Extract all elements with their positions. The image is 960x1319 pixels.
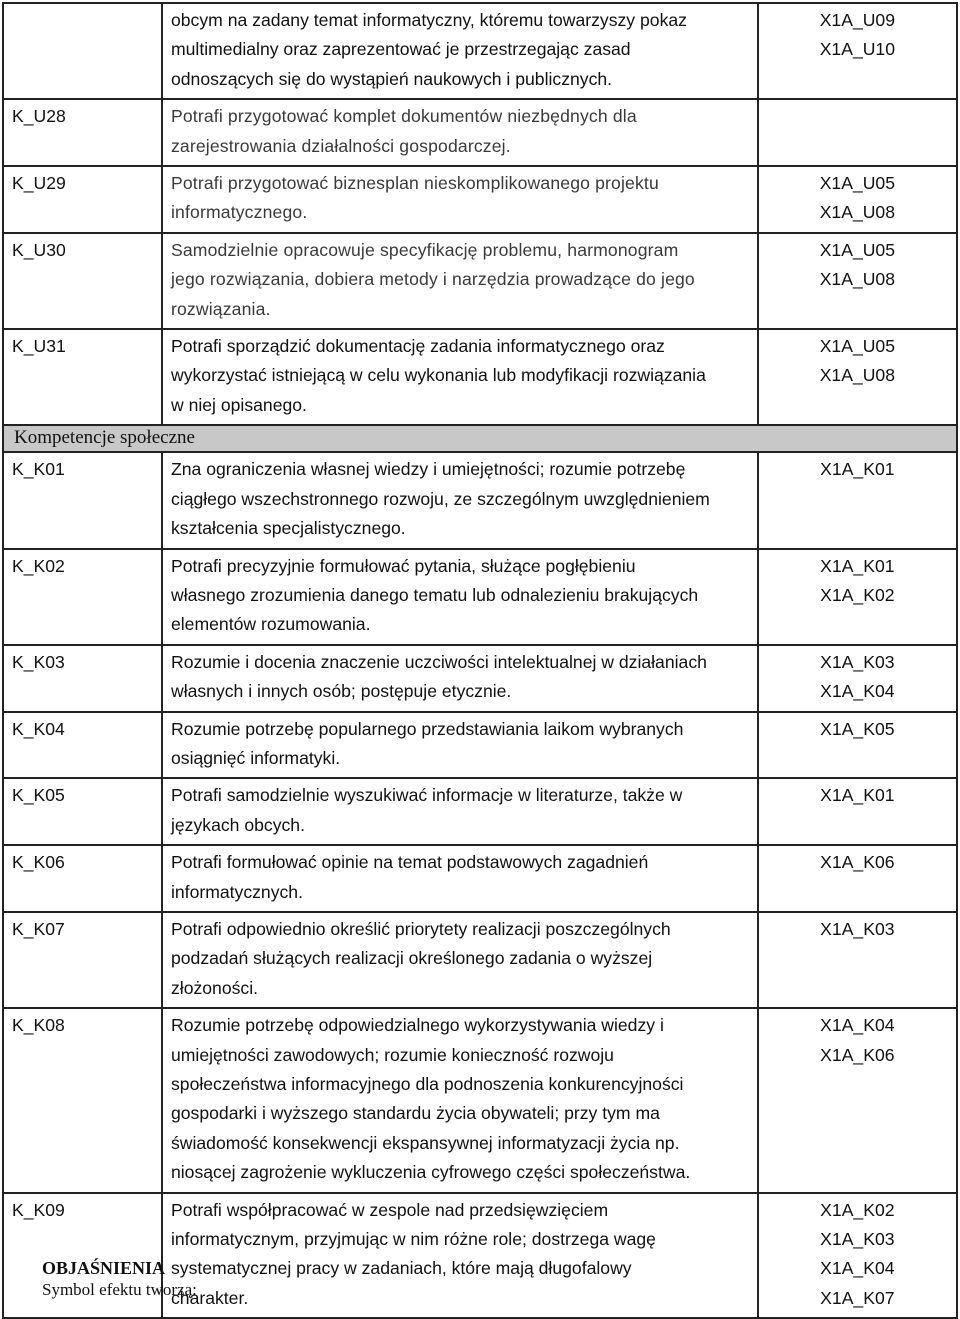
reference-code: X1A_K05 <box>820 718 895 739</box>
description-line: jego rozwiązania, dobiera metody i narzędzia prowadzące do jego <box>170 269 695 290</box>
description-line: Potrafi formułować opinie na temat podstawowych zagadnień <box>170 852 649 873</box>
table-row <box>3 712 957 779</box>
reference-code: X1A_K06 <box>820 1044 895 1065</box>
outcome-references <box>758 329 957 425</box>
description-line: Rozumie potrzebę popularnego przedstawiania laikom wybranych <box>170 718 684 739</box>
outcome-code: K_U29 <box>3 166 162 233</box>
outcome-code: K_U30 <box>3 233 162 329</box>
reference-code: X1A_K06 <box>820 852 895 873</box>
description-line: elementów rozumowania. <box>170 614 371 635</box>
description-line: społeczeństwa informacyjnego dla podnoszenia konkurencyjności <box>170 1074 684 1094</box>
description-line: multimedialny oraz zaprezentować je przestrzegając zasad <box>170 39 631 60</box>
description-line: językach obcych. <box>170 814 305 835</box>
outcome-references <box>758 778 957 845</box>
description-line: kształcenia specjalistycznego. <box>170 518 406 539</box>
table-row <box>3 845 957 912</box>
description-line: niosącej zagrożenie wykluczenia cyfrowego części społeczeństwa. <box>170 1162 691 1183</box>
outcome-description <box>162 166 758 233</box>
description-line: wykorzystać istniejącą w celu wykonania lub modyfikacji rozwiązania <box>170 365 706 386</box>
table-row <box>3 99 957 166</box>
description-line: Potrafi sporządzić dokumentację zadania informatycznego oraz <box>170 336 665 357</box>
description-line: odnoszących się do wystąpień naukowych i publicznych. <box>170 68 613 89</box>
table-row <box>3 166 957 233</box>
outcome-description <box>162 778 758 845</box>
outcome-description <box>162 1193 758 1319</box>
outcome-references <box>758 1193 957 1319</box>
description-line: w niej opisanego. <box>170 394 307 415</box>
description-line: charakter. <box>170 1287 249 1308</box>
description-line: złożoności. <box>170 977 259 998</box>
reference-code: X1A_K04 <box>820 1015 895 1036</box>
reference-code: X1A_U10 <box>819 39 896 60</box>
legend-title: OBJAŚNIENIA <box>42 1258 166 1278</box>
reference-code: X1A_K03 <box>820 651 895 672</box>
reference-code: X1A_U08 <box>819 269 896 290</box>
description-line: gospodarki i wyższego standardu życia obywateli; przy tym ma <box>170 1103 660 1124</box>
outcome-references <box>758 233 957 329</box>
reference-code: X1A_U09 <box>819 10 896 30</box>
outcome-description <box>162 1008 758 1192</box>
table-row <box>3 912 957 1008</box>
table-row <box>3 452 957 548</box>
outcome-references <box>758 645 957 712</box>
outcome-code: K_K01 <box>3 452 162 548</box>
table-row <box>3 3 957 99</box>
learning-outcomes-table <box>2 2 958 1319</box>
description-line: własnego zrozumienia danego tematu lub odnalezieniu brakujących <box>170 584 699 605</box>
description-line: Rozumie potrzebę odpowiedzialnego wykorzystywania wiedzy i <box>170 1015 664 1036</box>
description-line: zarejestrowania działalności gospodarczej. <box>170 135 511 156</box>
reference-code: X1A_U08 <box>819 365 896 386</box>
section-header-group <box>3 425 957 452</box>
description-line: informatycznym, przyjmując w nim różne role; dostrzega wagę <box>170 1229 656 1250</box>
description-line: Potrafi precyzyjnie formułować pytania, służące pogłębieniu <box>170 555 636 576</box>
outcome-description <box>162 329 758 425</box>
description-line: umiejętności zawodowych; rozumie konieczność rozwoju <box>170 1044 614 1065</box>
description-line: podzadań służących realizacji określonego zadania o wyższej <box>170 948 653 969</box>
outcome-description <box>162 845 758 912</box>
reference-code: X1A_K02 <box>820 1199 895 1220</box>
description-line: Rozumie i docenia znaczenie uczciwości intelektualnej w działaniach <box>170 651 707 672</box>
outcome-description <box>162 452 758 548</box>
outcome-code: K_K09 <box>3 1193 162 1319</box>
description-line: świadomość konsekwencji ekspansywnej informatyzacji życia np. <box>170 1132 680 1153</box>
description-line: Potrafi przygotować biznesplan nieskomplikowanego projektu <box>170 173 659 194</box>
legend-subtitle: Symbol efektu tworzą: <box>42 1280 197 1299</box>
legend <box>42 1257 197 1301</box>
reference-code: X1A_U08 <box>819 202 896 223</box>
outcome-code: K_K05 <box>3 778 162 845</box>
outcome-description <box>162 233 758 329</box>
description-line: systematycznej pracy w zadaniach, które mają długofalowy <box>170 1258 632 1279</box>
description-line: ciągłego wszechstronnego rozwoju, ze szczególnym uwzględnieniem <box>170 488 710 509</box>
outcome-code: K_K02 <box>3 549 162 645</box>
table-row <box>3 645 957 712</box>
reference-code: X1A_K02 <box>820 584 895 605</box>
outcome-references <box>758 549 957 645</box>
reference-code: X1A_K04 <box>820 681 895 702</box>
description-line: Potrafi samodzielnie wyszukiwać informacje w literaturze, także w <box>170 785 683 806</box>
reference-code: X1A_K01 <box>820 459 895 480</box>
outcome-references <box>758 99 957 166</box>
outcome-description <box>162 99 758 166</box>
section-header-row <box>3 425 957 452</box>
outcome-description <box>162 549 758 645</box>
outcome-code: K_K07 <box>3 912 162 1008</box>
outcome-references <box>758 712 957 779</box>
outcome-code <box>3 3 162 99</box>
outcome-references <box>758 845 957 912</box>
description-line: informatycznych. <box>170 881 303 902</box>
reference-code: X1A_U05 <box>819 336 896 357</box>
outcome-description <box>162 645 758 712</box>
description-line: obcym na zadany temat informatyczny, któremu towarzyszy pokaz <box>170 10 687 30</box>
reference-code: X1A_K01 <box>820 785 895 806</box>
description-line: Potrafi współpracować w zespole nad przedsięwzięciem <box>170 1199 609 1220</box>
table-row <box>3 549 957 645</box>
description-line: Potrafi odpowiednio określić priorytety realizacji poszczególnych <box>170 918 671 939</box>
description-line: Samodzielnie opracowuje specyfikację problemu, harmonogram <box>170 239 679 260</box>
outcome-description <box>162 912 758 1008</box>
reference-code: X1A_K04 <box>820 1258 895 1279</box>
table-row <box>3 329 957 425</box>
table-row <box>3 778 957 845</box>
outcome-code: K_K04 <box>3 712 162 779</box>
outcome-code: K_K03 <box>3 645 162 712</box>
description-line: rozwiązania. <box>170 298 271 319</box>
outcome-code: K_K06 <box>3 845 162 912</box>
reference-code: X1A_U05 <box>819 239 896 260</box>
reference-code: X1A_K03 <box>820 1229 895 1250</box>
social-competence-rows <box>3 452 957 1318</box>
reference-code: X1A_K03 <box>820 918 895 939</box>
outcome-code: K_U28 <box>3 99 162 166</box>
outcome-references <box>758 452 957 548</box>
table-row <box>3 233 957 329</box>
outcome-description <box>162 712 758 779</box>
table-row <box>3 1008 957 1192</box>
outcome-references <box>758 912 957 1008</box>
outcome-description <box>162 3 758 99</box>
outcome-references <box>758 3 957 99</box>
reference-code: X1A_K07 <box>820 1287 895 1308</box>
description-line: Zna ograniczenia własnej wiedzy i umiejętności; rozumie potrzebę <box>170 459 686 480</box>
description-line: osiągnięć informatyki. <box>170 747 341 768</box>
description-line: Potrafi przygotować komplet dokumentów niezbędnych dla <box>170 106 637 127</box>
reference-code: X1A_K01 <box>820 555 895 576</box>
description-line: własnych i innych osób; postępuje etycznie. <box>170 681 512 702</box>
section-title: Kompetencje społeczne <box>3 425 957 452</box>
outcome-references <box>758 166 957 233</box>
reference-code: X1A_U05 <box>819 173 896 194</box>
description-line: informatycznego. <box>170 202 308 223</box>
outcome-references <box>758 1008 957 1192</box>
outcome-code: K_U31 <box>3 329 162 425</box>
outcome-code: K_K08 <box>3 1008 162 1192</box>
skills-rows <box>3 3 957 425</box>
